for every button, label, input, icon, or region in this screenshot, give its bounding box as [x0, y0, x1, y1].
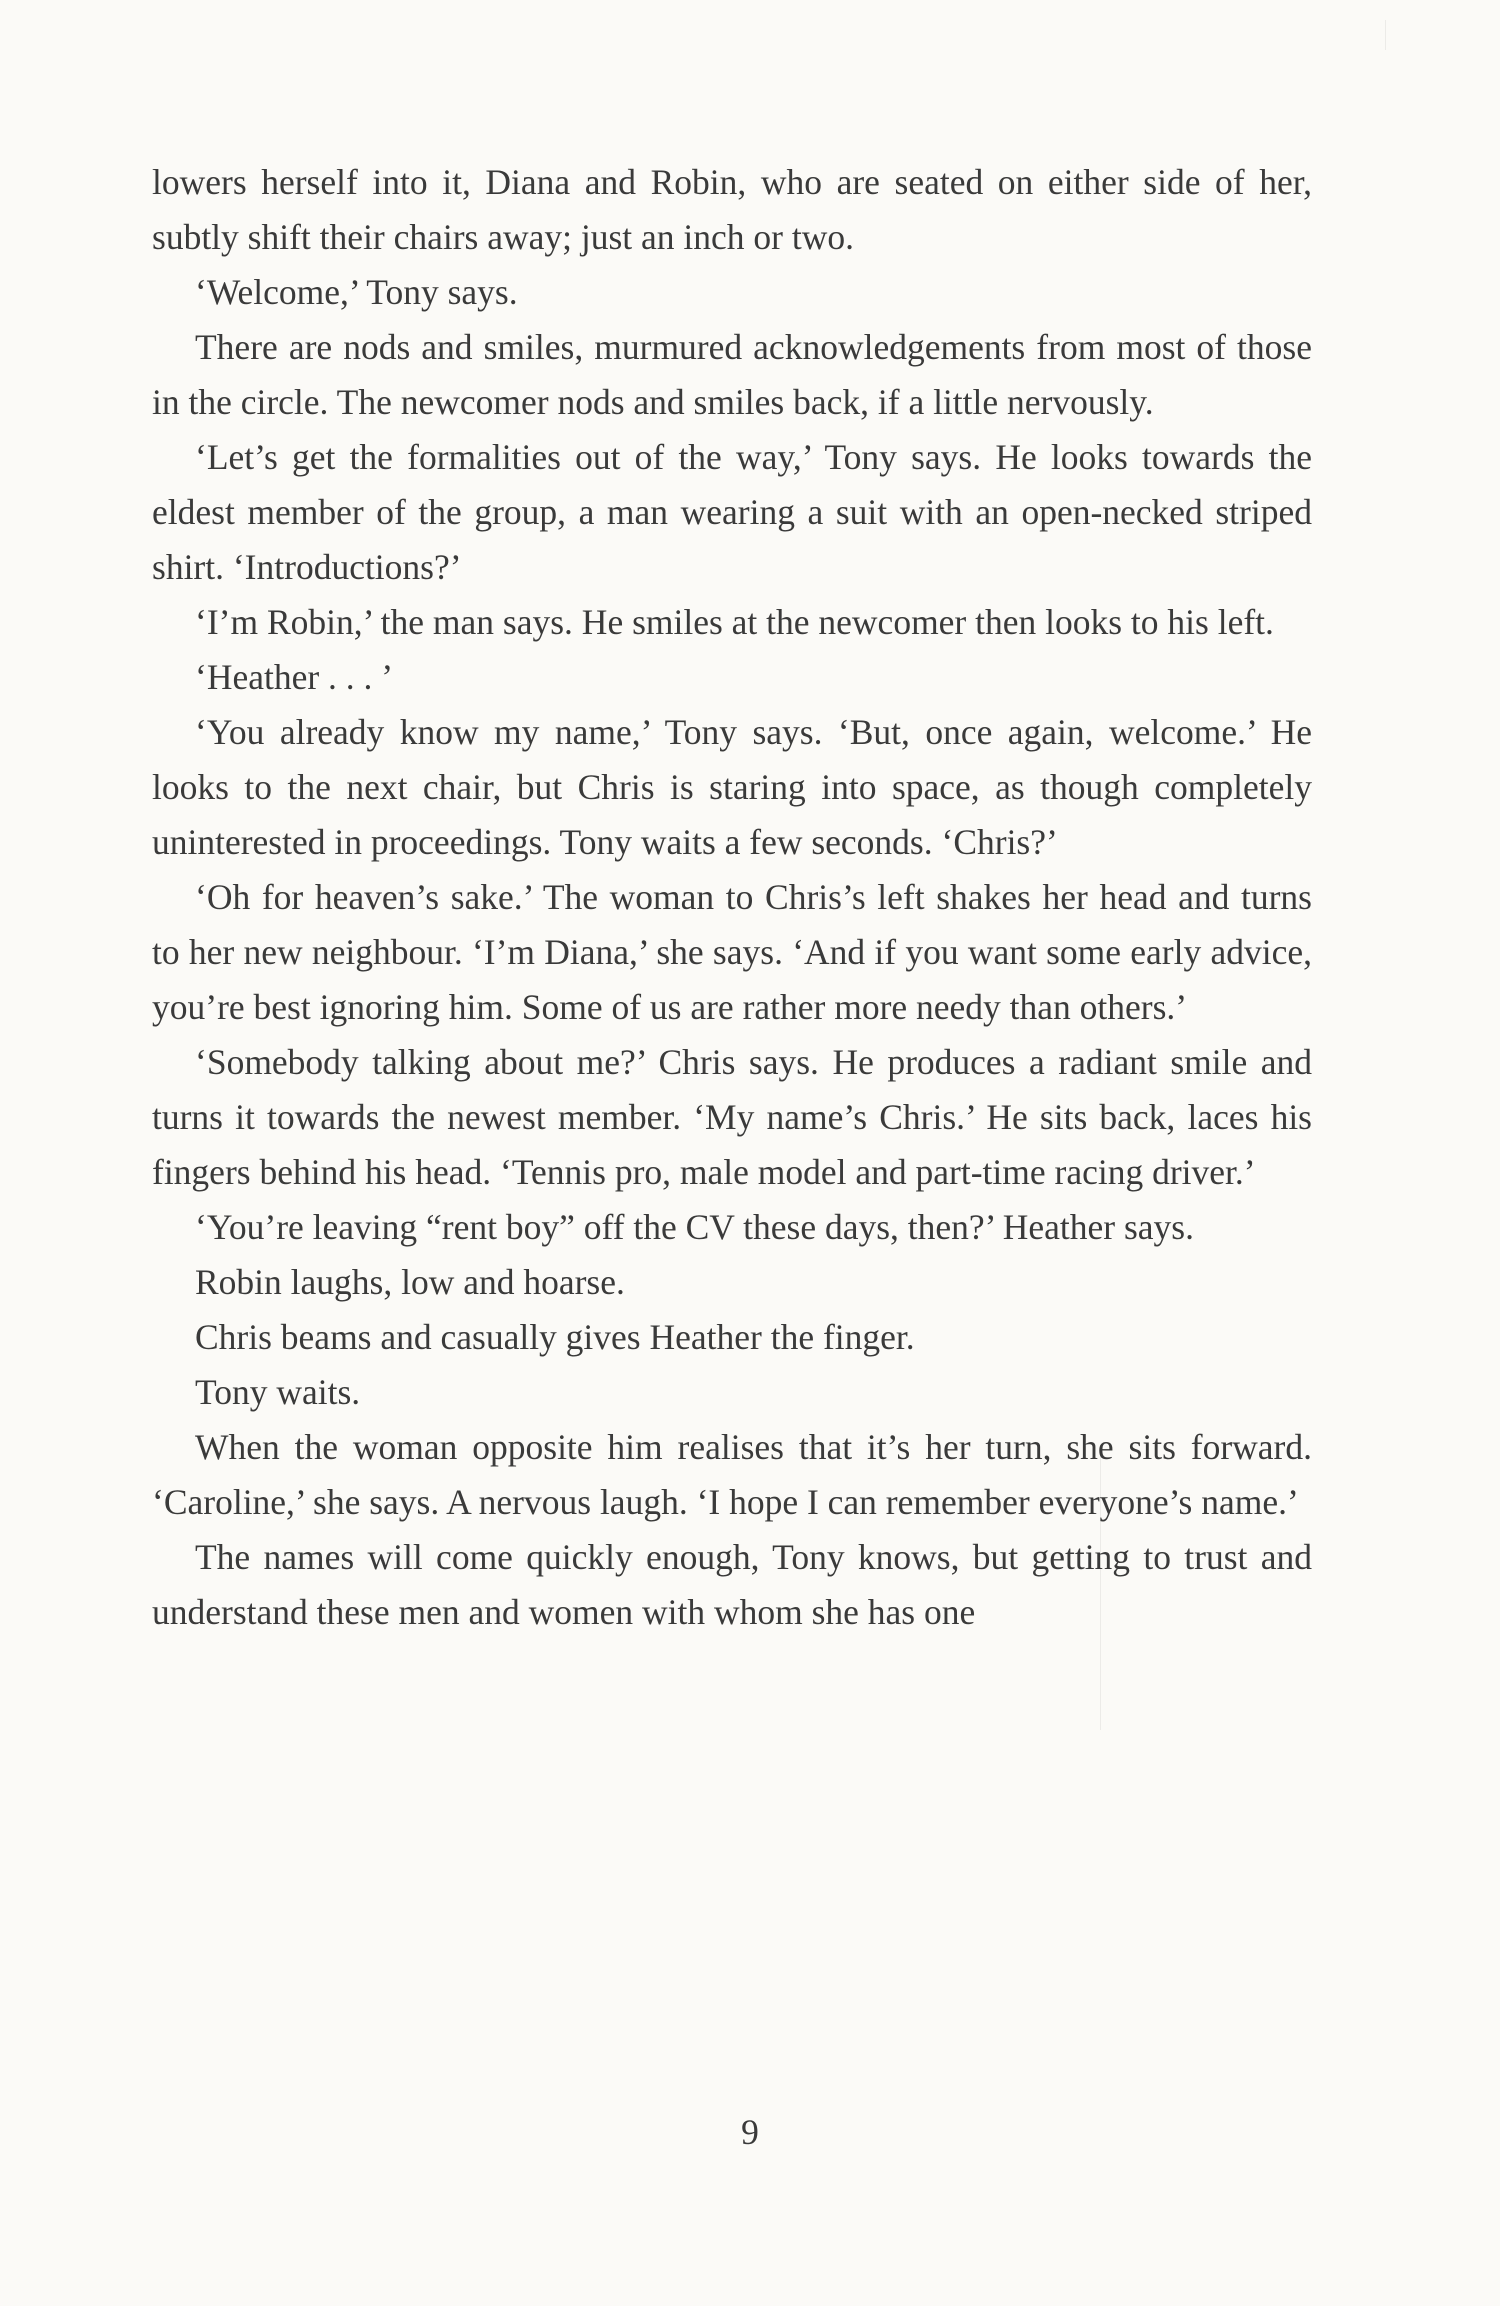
body-text — [152, 155, 1312, 1640]
paper-crease — [1385, 20, 1386, 50]
paragraph: The names will come quickly enough, Tony knows, but getting to trust and understand these men and women with whom she has one — [152, 1537, 1312, 1632]
paragraph: ‘Let’s get the formalities out of the way,’ Tony says. He looks towards the eldest member of the group, a man wearing a suit with an open-necked striped shirt. ‘Introductions?’ — [152, 437, 1312, 587]
paragraph: Tony waits. — [195, 1372, 361, 1412]
paragraph: ‘You already know my name,’ Tony says. ‘But, once again, welcome.’ He looks to the next chair, but Chris is staring into space, as though completely uninterested in proceedings. Tony waits a few seconds. ‘Chris?’ — [152, 712, 1312, 862]
paragraph: lowers herself into it, Diana and Robin, who are seated on either side of her, subtly shift their chairs away; just an inch or two. — [152, 162, 1312, 257]
paragraph: Robin laughs, low and hoarse. — [195, 1262, 625, 1302]
paragraph: ‘You’re leaving “rent boy” off the CV these days, then?’ Heather says. — [195, 1207, 1194, 1247]
paragraph: ‘Heather . . . ’ — [195, 657, 394, 697]
paragraph: There are nods and smiles, murmured acknowledgements from most of those in the circle. The newcomer nods and smiles back, if a little nervously. — [152, 327, 1312, 422]
paragraph: ‘Somebody talking about me?’ Chris says. He produces a radiant smile and turns it towards the newest member. ‘My name’s Chris.’ He sits back, laces his fingers behind his head. ‘Tennis pro, male model and part-time racing driver.’ — [152, 1042, 1312, 1192]
paragraph: ‘I’m Robin,’ the man says. He smiles at the newcomer then looks to his left. — [195, 602, 1274, 642]
paragraph: When the woman opposite him realises that it’s her turn, she sits forward. ‘Caroline,’ she says. A nervous laugh. ‘I hope I can remember everyone’s name.’ — [152, 1427, 1312, 1522]
paragraph: Chris beams and casually gives Heather the finger. — [195, 1317, 915, 1357]
paragraph: ‘Welcome,’ Tony says. — [195, 272, 518, 312]
page-number: 9 — [741, 2112, 759, 2152]
paragraph: ‘Oh for heaven’s sake.’ The woman to Chris’s left shakes her head and turns to her new neighbour. ‘I’m Diana,’ she says. ‘And if you want some early advice, you’re best ignoring him. Some of us are rather more needy than others.’ — [152, 877, 1312, 1027]
